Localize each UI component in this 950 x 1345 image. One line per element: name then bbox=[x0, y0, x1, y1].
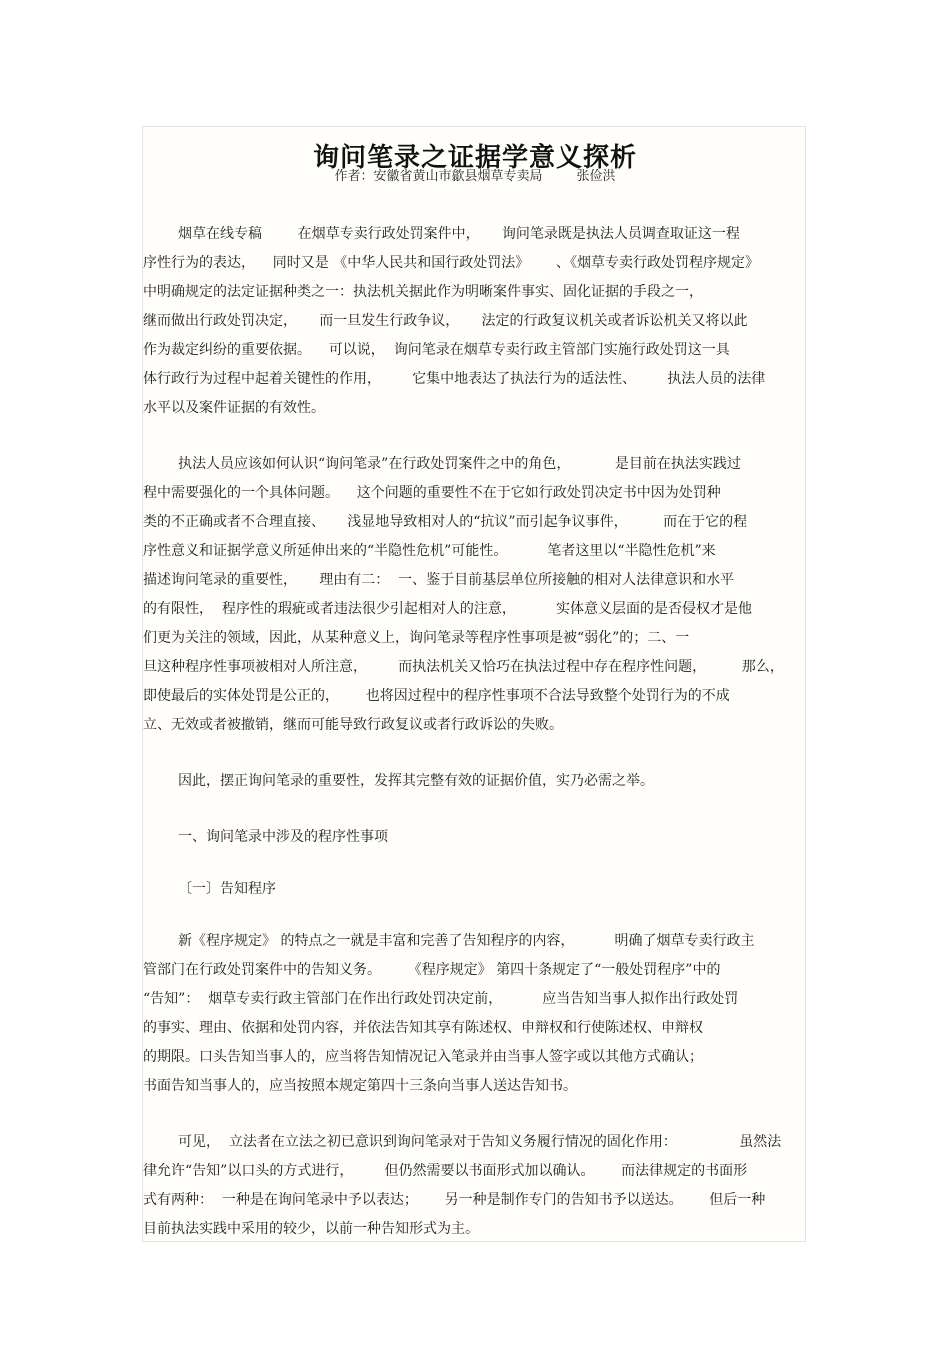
paragraph-line: 的事实、理由、依据和处罚内容，并依法告知其享有陈述权、申辩权和行使陈述权、申辩权 bbox=[143, 1020, 703, 1036]
document-title: 询问笔录之证据学意义探析 bbox=[312, 143, 637, 174]
paragraph-line: 序性意义和证据学意义所延伸出来的“半隐性危机”可能性。 笔者这里以“半隐性危机”来 bbox=[143, 543, 716, 559]
paragraph-line: 式有两种： 一种是在询问笔录中予以表达； 另一种是制作专门的告知书予以送达。 但后一种 bbox=[143, 1192, 766, 1208]
paragraph-line: 立、无效或者被撤销，继而可能导致行政复议或者行政诉讼的失败。 bbox=[143, 717, 563, 733]
paragraph-line: 们更为关注的领域，因此，从某种意义上，询问笔录等程序性事项是被“弱化”的；二、一 bbox=[143, 630, 690, 646]
section-heading: 一、询问笔录中涉及的程序性事项 bbox=[178, 829, 388, 845]
paragraph-line: “告知”： 烟草专卖行政主管部门在作出行政处罚决定前， 应当告知当事人拟作出行政处罚 bbox=[143, 991, 739, 1007]
paragraph-line: 的有限性， 程序性的瑕疵或者违法很少引起相对人的注意， 实体意义层面的是否侵权才是他 bbox=[143, 601, 752, 617]
paragraph-line: 执法人员应该如何认识“询问笔录”在行政处罚案件之中的角色， 是目前在执法实践过 bbox=[178, 456, 741, 472]
paragraph-line: 中明确规定的法定证据种类之一：执法机关据此作为明晰案件事实、固化证据的手段之一， bbox=[143, 284, 703, 300]
paragraph-line: 因此，摆正询问笔录的重要性，发挥其完整有效的证据价值，实乃必需之举。 bbox=[178, 773, 654, 789]
paragraph-line: 体行政行为过程中起着关键性的作用， 它集中地表达了执法行为的适法性、 执法人员的法律 bbox=[143, 371, 766, 387]
author-name: 张俭洪 bbox=[576, 169, 616, 184]
paragraph-line: 继而做出行政处罚决定， 而一旦发生行政争议， 法定的行政复议机关或者诉讼机关又将以此 bbox=[143, 313, 748, 329]
paragraph-line: 书面告知当事人的，应当按照本规定第四十三条向当事人送达告知书。 bbox=[143, 1078, 577, 1094]
paragraph-line: 类的不正确或者不合理直接、 浅显地导致相对人的“抗议”而引起争议事件， 而在于它的程 bbox=[143, 514, 748, 530]
subsection-heading: 〔一〕告知程序 bbox=[178, 881, 276, 897]
paragraph-line: 作为裁定纠纷的重要依据。 可以说， 询问笔录在烟草专卖行政主管部门实施行政处罚这一具 bbox=[143, 342, 730, 358]
document-body bbox=[143, 220, 803, 1271]
paragraph bbox=[143, 767, 803, 796]
paragraph-line: 的期限。口头告知当事人的，应当将告知情况记入笔录并由当事人签字或以其他方式确认； bbox=[143, 1049, 703, 1065]
byline bbox=[0, 168, 950, 186]
paragraph bbox=[143, 220, 803, 423]
paragraph-line: 管部门在行政处罚案件中的告知义务。 《程序规定》 第四十条规定了“一般处罚程序”中的 bbox=[143, 962, 721, 978]
paragraph bbox=[143, 1128, 803, 1244]
paragraph-line: 序性行为的表达， 同时又是 《中华人民共和国行政处罚法》 、《烟草专卖行政处罚程序规定》 bbox=[143, 255, 759, 271]
paragraph-line: 可见， 立法者在立法之初已意识到询问笔录对于告知义务履行情况的固化作用： 虽然法 bbox=[178, 1134, 782, 1150]
paragraph bbox=[143, 927, 803, 1101]
paragraph-line: 即使最后的实体处罚是公正的， 也将因过程中的程序性事项不合法导致整个处罚行为的不成 bbox=[143, 688, 730, 704]
paragraph-line: 描述询问笔录的重要性， 理由有二： 一、鉴于目前基层单位所接触的相对人法律意识和水平 bbox=[143, 572, 735, 588]
author-affiliation: 作者：安徽省黄山市歙县烟草专卖局 bbox=[334, 169, 543, 184]
paragraph-line: 旦这种程序性事项被相对人所注意， 而执法机关又恰巧在执法过程中存在程序性问题， 那么， bbox=[143, 659, 784, 675]
paragraph-line: 目前执法实践中采用的较少，以前一种告知形式为主。 bbox=[143, 1221, 479, 1237]
paragraph-line: 程中需要强化的一个具体问题。 这个问题的重要性不在于它如行政处罚决定书中因为处罚种 bbox=[143, 485, 721, 501]
paragraph-line: 新《程序规定》 的特点之一就是丰富和完善了告知程序的内容， 明确了烟草专卖行政主 bbox=[178, 933, 755, 949]
paragraph-line: 律允许“告知”以口头的方式进行， 但仍然需要以书面形式加以确认。 而法律规定的书面形 bbox=[143, 1163, 748, 1179]
paragraph-line: 烟草在线专稿 在烟草专卖行政处罚案件中， 询问笔录既是执法人员调查取证这一程 bbox=[178, 226, 740, 242]
paragraph-line: 水平以及案件证据的有效性。 bbox=[143, 400, 325, 416]
paragraph bbox=[143, 450, 803, 740]
